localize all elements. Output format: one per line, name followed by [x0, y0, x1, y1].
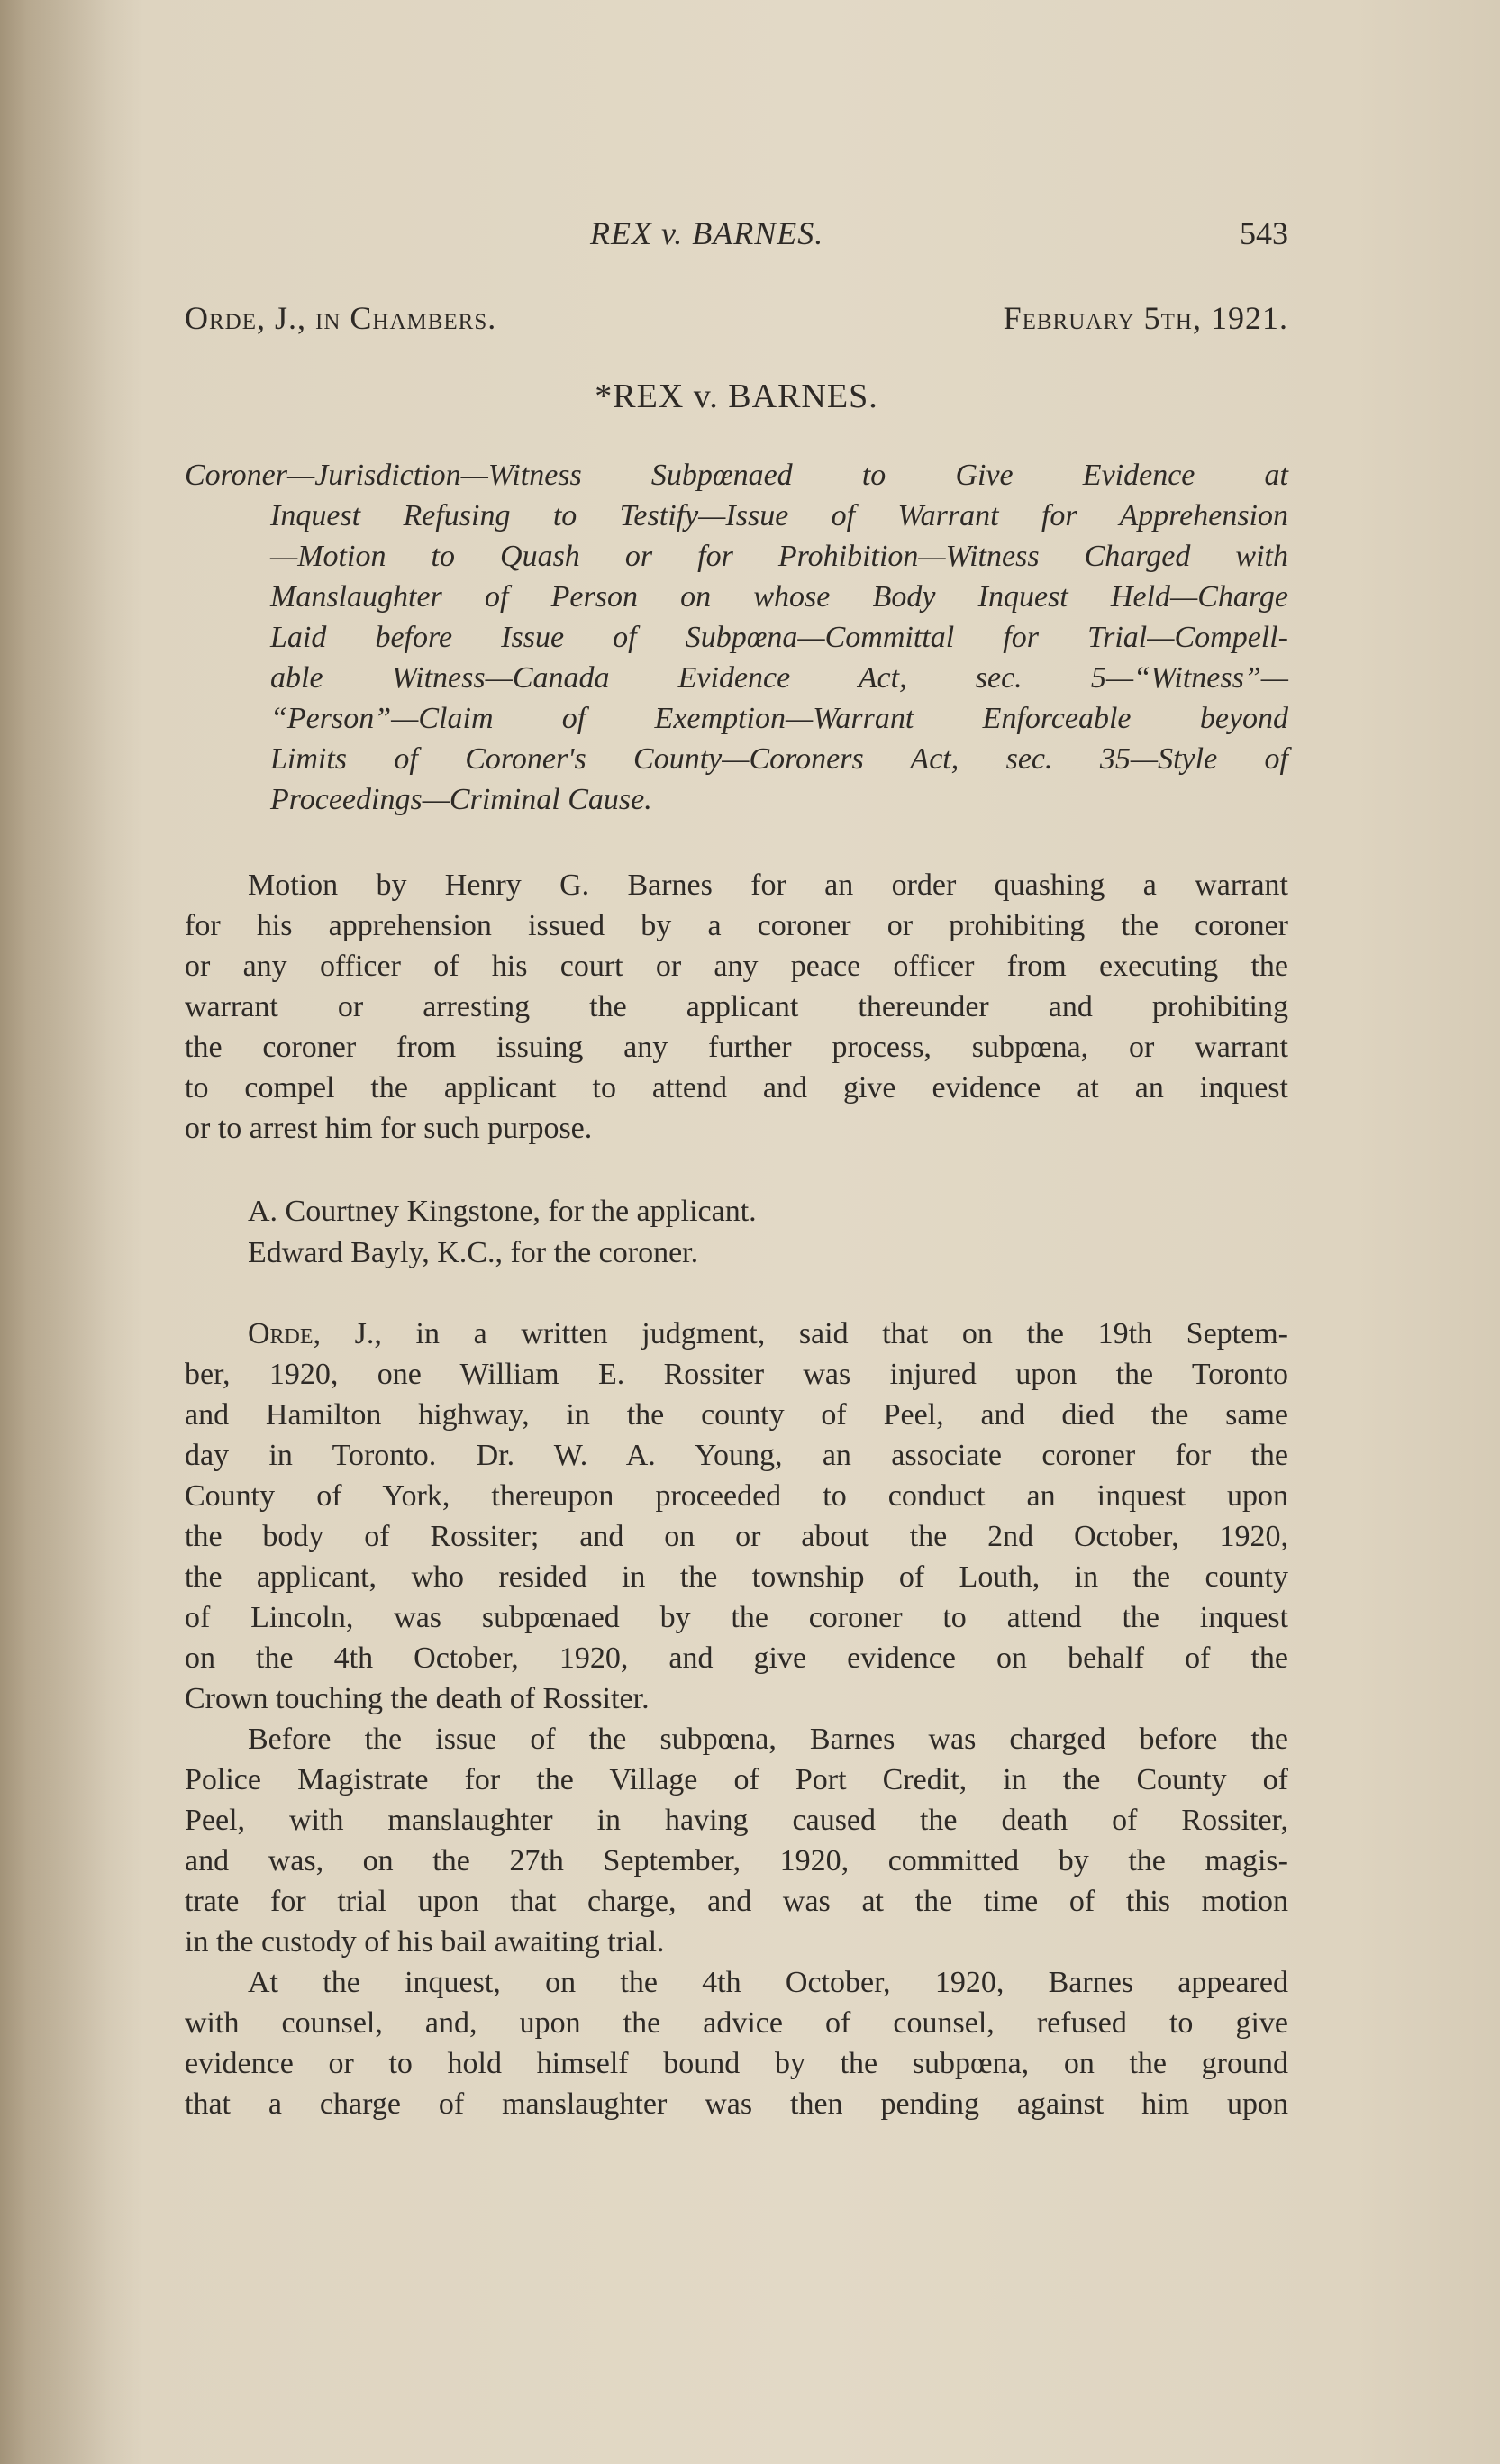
paragraph-line: At the inquest, on the 4th October, 1920, Barnes appeared	[248, 1966, 1288, 1999]
headnote	[185, 455, 1288, 820]
paragraph-line: in the custody of his bail awaiting trial.	[185, 1925, 665, 1959]
paragraph-line: evidence or to hold himself bound by the subpœna, on the ground	[185, 2047, 1288, 2080]
page-number: 543	[1240, 215, 1288, 251]
paragraph-line: the coroner from issuing any further process, subpœna, or warrant	[185, 1031, 1288, 1064]
headnote-line: Manslaughter of Person on whose Body Inquest Held—Charge	[270, 580, 1288, 614]
paragraph-line	[185, 1314, 1288, 1354]
headnote-line: able Witness—Canada Evidence Act, sec. 5—“Witness”—	[270, 661, 1288, 695]
paragraph-line: Police Magistrate for the Village of Port Credit, in the County of	[185, 1763, 1288, 1796]
counsel-list	[248, 1191, 757, 1274]
headnote-line: Coroner—Jurisdiction—Witness Subpœnaed to Give Evidence at	[185, 459, 1288, 492]
judge-lead: Orde, J.,	[248, 1317, 382, 1350]
headnote-line: Limits of Coroner's County—Coroners Act, sec. 35—Style of	[270, 742, 1288, 776]
paragraph-line: and was, on the 27th September, 1920, committed by the magis-	[185, 1844, 1288, 1878]
headnote-line: “Person”—Claim of Exemption—Warrant Enforceable beyond	[270, 702, 1288, 735]
paragraph-line: County of York, thereupon proceeded to conduct an inquest upon	[185, 1479, 1288, 1513]
paragraph-line: day in Toronto. Dr. W. A. Young, an associate coroner for the	[185, 1439, 1288, 1472]
judgment-lead-text: in a written judgment, said that on the 19th Septem-	[381, 1317, 1288, 1350]
paragraph-line: and Hamilton highway, in the county of Peel, and died the same	[185, 1398, 1288, 1432]
paragraph-line: to compel the applicant to attend and give evidence at an inquest	[185, 1071, 1288, 1105]
paragraph-line: or any officer of his court or any peace officer from executing the	[185, 950, 1288, 983]
judgment-paragraph-1	[185, 1314, 1288, 1719]
case-line	[185, 299, 1288, 344]
counsel-coroner: Edward Bayly, K.C., for the coroner.	[248, 1236, 699, 1269]
headnote-line: —Motion to Quash or for Prohibition—Witness Charged with	[270, 540, 1288, 573]
paragraph-line: or to arrest him for such purpose.	[185, 1112, 593, 1145]
motion-paragraph	[185, 865, 1288, 1149]
paragraph-line: that a charge of manslaughter was then pending against him upon	[185, 2087, 1288, 2121]
case-title: *REX v. BARNES.	[595, 377, 878, 415]
paragraph-line: with counsel, and, upon the advice of counsel, refused to give	[185, 2006, 1288, 2040]
court-judge: Orde, J., in Chambers.	[185, 300, 497, 336]
headnote-line: Inquest Refusing to Testify—Issue of Warrant for Apprehension	[270, 499, 1288, 532]
paragraph-line: on the 4th October, 1920, and give evidence on behalf of the	[185, 1641, 1288, 1675]
judgment-paragraph-3	[185, 1962, 1288, 2124]
paragraph-line: ber, 1920, one William E. Rossiter was injured upon the Toronto	[185, 1358, 1288, 1391]
paragraph-line: the applicant, who resided in the township of Louth, in the county	[185, 1560, 1288, 1594]
paragraph-line: Peel, with manslaughter in having caused the death of Rossiter,	[185, 1804, 1288, 1837]
running-title: REX v. BARNES.	[590, 215, 824, 251]
paragraph-line: Before the issue of the subpœna, Barnes was charged before the	[248, 1723, 1288, 1756]
paragraph-line: trate for trial upon that charge, and was at the time of this motion	[185, 1885, 1288, 1918]
paragraph-line: the body of Rossiter; and on or about the 2nd October, 1920,	[185, 1520, 1288, 1553]
headnote-line: Proceedings—Criminal Cause.	[270, 783, 652, 816]
running-head	[185, 214, 1288, 259]
page-edge-shadow	[0, 0, 144, 2464]
paragraph-line: Motion by Henry G. Barnes for an order quashing a warrant	[248, 868, 1288, 902]
headnote-line: Laid before Issue of Subpœna—Committal for Trial—Compell-	[270, 621, 1288, 654]
paragraph-line: of Lincoln, was subpœnaed by the coroner to attend the inquest	[185, 1601, 1288, 1634]
judgment-paragraph-2	[185, 1719, 1288, 1962]
paragraph-line: for his apprehension issued by a coroner or prohibiting the coroner	[185, 909, 1288, 942]
paragraph-line: warrant or arresting the applicant thereunder and prohibiting	[185, 990, 1288, 1023]
counsel-applicant: A. Courtney Kingstone, for the applicant.	[248, 1195, 757, 1228]
paragraph-line: Crown touching the death of Rossiter.	[185, 1682, 650, 1715]
decision-date: February 5th, 1921.	[1003, 300, 1288, 336]
